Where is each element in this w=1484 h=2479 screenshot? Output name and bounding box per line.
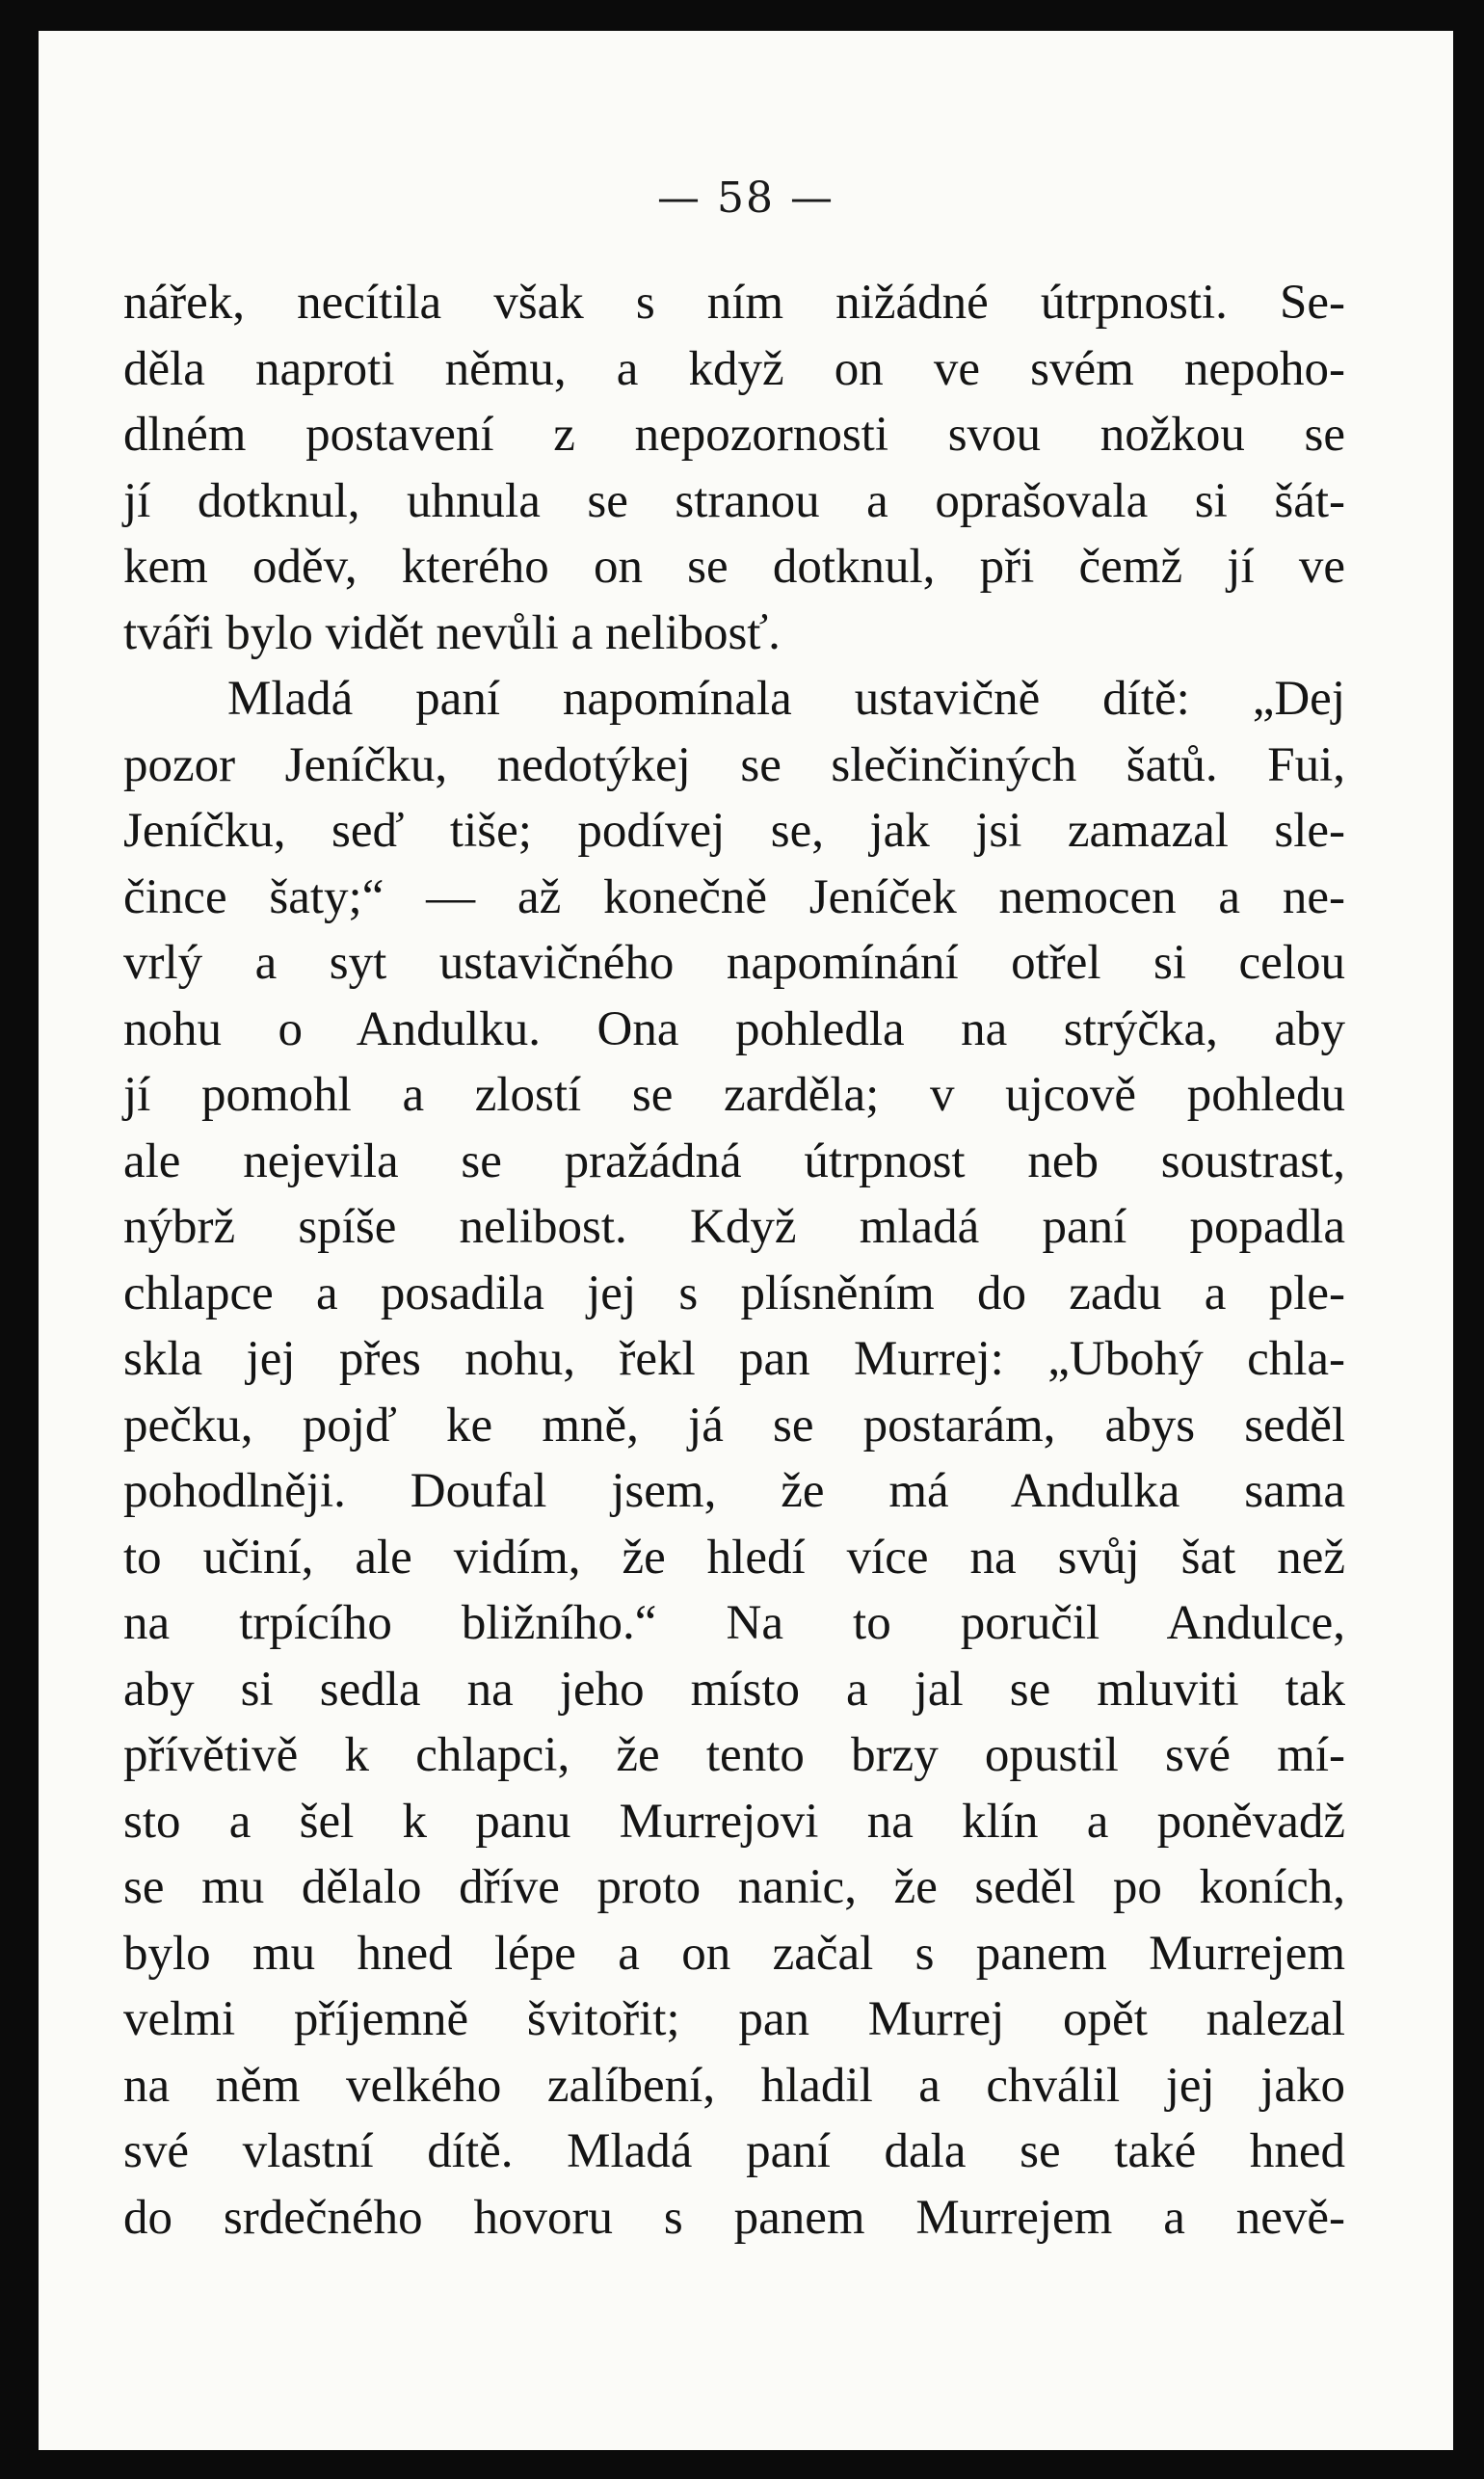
text-line: bylo mu hned lépe a on začal s panem Murrejem xyxy=(123,1926,1345,1981)
text-line: velmi příjemně švitořit; pan Murrej opět nalezal xyxy=(123,1992,1345,2046)
text-line: vrlý a syt ustavičného napomínání otřel si celou xyxy=(123,936,1345,990)
text-line: jí dotknul, uhnula se stranou a oprašovala si šát- xyxy=(123,473,1345,528)
text-line: pohodlněji. Doufal jsem, že má Andulka sama xyxy=(123,1464,1345,1518)
text-line: kem oděv, kterého on se dotknul, při čemž jí ve xyxy=(123,540,1345,594)
text-line: do srdečného hovoru s panem Murrejem a nevě- xyxy=(123,2190,1345,2245)
text-line: nýbrž spíše nelibost. Když mladá paní popadla xyxy=(123,1200,1345,1254)
body-text xyxy=(123,270,1345,2251)
text-line: pozor Jeníčku, nedotýkej se slečinčiných šatů. Fui, xyxy=(123,737,1345,792)
text-line: Mladá paní napomínala ustavičně dítě: „Dej xyxy=(227,672,1345,726)
text-line: nářek, necítila však s ním nižádné útrpnosti. Se- xyxy=(123,276,1345,330)
text-line: děla naproti němu, a když on ve svém nepoho- xyxy=(123,341,1345,396)
page-number: — 58 — xyxy=(657,173,835,223)
text-line: to učiní, ale vidím, že hledí více na svůj šat než xyxy=(123,1530,1345,1585)
text-line: tváři bylo vidět nevůli a nelibosť. xyxy=(123,605,781,660)
text-line: se mu dělalo dříve proto nanic, že seděl po koních, xyxy=(123,1860,1345,1914)
text-line: jí pomohl a zlostí se zarděla; v ujcově pohledu xyxy=(123,1068,1345,1122)
text-line: čince šaty;“ — až konečně Jeníček nemocen a ne- xyxy=(123,869,1345,924)
book-page xyxy=(39,31,1453,2450)
text-line: skla jej přes nohu, řekl pan Murrej: „Ubohý chla- xyxy=(123,1332,1345,1386)
text-line: dlném postavení z nepozornosti svou nožkou se xyxy=(123,408,1345,462)
text-line: pečku, pojď ke mně, já se postarám, abys seděl xyxy=(123,1398,1345,1453)
text-line: na něm velkého zalíbení, hladil a chválil jej jako xyxy=(123,2058,1345,2113)
text-line: chlapce a posadila jej s plísněním do zadu a ple- xyxy=(123,1266,1345,1320)
text-line: na trpícího bližního.“ Na to poručil Andulce, xyxy=(123,1596,1345,1650)
text-line: Jeníčku, seď tiše; podívej se, jak jsi zamazal sle- xyxy=(123,804,1345,858)
text-line: ale nejevila se pražádná útrpnost neb soustrast, xyxy=(123,1133,1345,1188)
text-line: sto a šel k panu Murrejovi na klín a poněvadž xyxy=(123,1794,1345,1849)
text-line: aby si sedla na jeho místo a jal se mluviti tak xyxy=(123,1662,1345,1717)
text-line: své vlastní dítě. Mladá paní dala se také hned xyxy=(123,2124,1345,2178)
text-line: přívětivě k chlapci, že tento brzy opustil své mí- xyxy=(123,1728,1345,1782)
text-line: nohu o Andulku. Ona pohledla na strýčka, aby xyxy=(123,1001,1345,1056)
